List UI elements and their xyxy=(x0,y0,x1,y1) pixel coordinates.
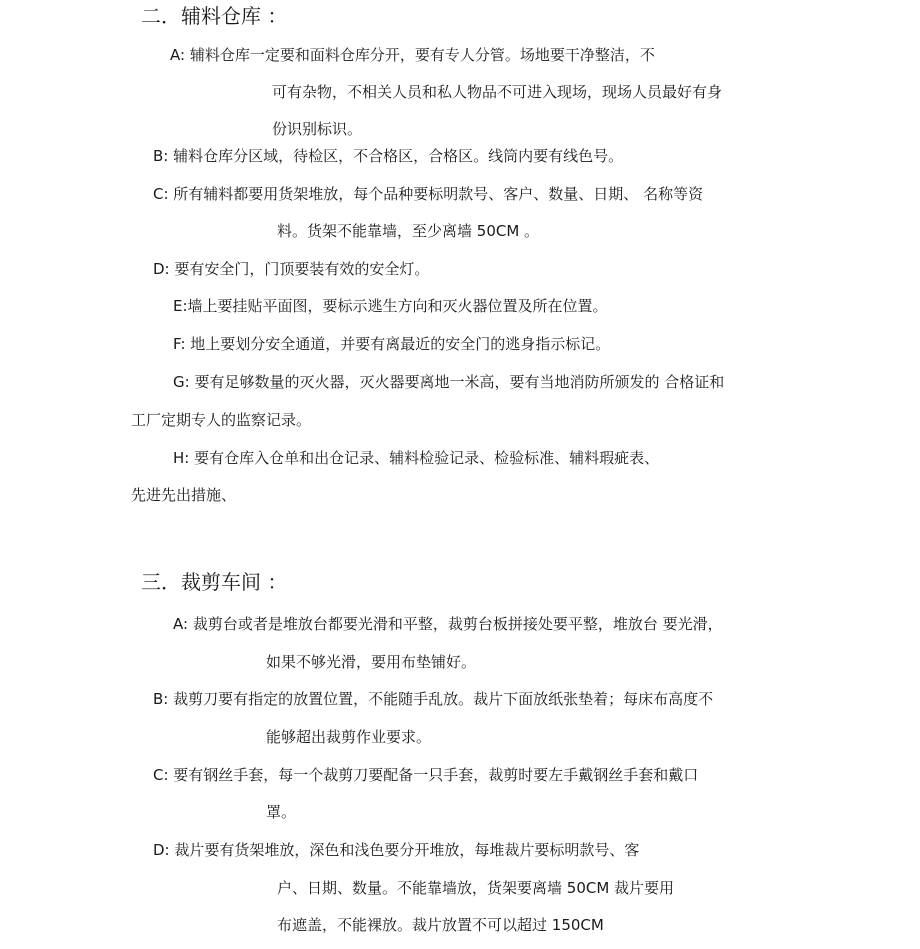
paragraph-line: 份识别标识。 xyxy=(272,120,363,138)
paragraph-line: D: 要有安全门，门顶要装有效的安全灯。 xyxy=(153,260,430,278)
paragraph-line: 可有杂物，不相关人员和私人物品不可进入现场，现场人员最好有身 xyxy=(272,83,723,101)
paragraph-line: F: 地上要划分安全通道，并要有离最近的安全门的逃身指示标记。 xyxy=(173,335,611,353)
paragraph-line: 罩。 xyxy=(266,803,297,821)
paragraph-line: 户、日期、数量。不能靠墙放，货架要离墙 50CM 裁片要用 xyxy=(277,879,675,897)
paragraph-line: 料。货架不能靠墙，至少离墙 50CM 。 xyxy=(277,222,540,240)
paragraph-line: 工厂定期专人的监察记录。 xyxy=(131,411,312,429)
paragraph-line: 如果不够光滑，要用布垫铺好。 xyxy=(266,653,477,671)
paragraph-line: D: 裁片要有货架堆放，深色和浅色要分开堆放，每堆裁片要标明款号、客 xyxy=(153,841,640,859)
section-heading-cutting-room: 三．裁剪车间 ： xyxy=(141,570,288,594)
paragraph-line: C: 所有辅料都要用货架堆放，每个品种要标明款号、客户、数量、日期、 名称等资 xyxy=(153,185,704,203)
paragraph-line: A: 裁剪台或者是堆放台都要光滑和平整，裁剪台板拼接处要平整，堆放台 要光滑， xyxy=(173,615,723,633)
paragraph-line: G: 要有足够数量的灭火器，灭火器要离地一米高，要有当地消防所颁发的 合格证和 xyxy=(173,373,725,391)
paragraph-line: A: 辅料仓库一定要和面料仓库分开，要有专人分管。场地要干净整洁，不 xyxy=(170,46,655,64)
paragraph-line: E:墙上要挂贴平面图，要标示逃生方向和灭火器位置及所在位置。 xyxy=(173,297,608,315)
section-heading-warehouse: 二．辅料仓库 ： xyxy=(141,4,288,28)
paragraph-line: 布遮盖，不能裸放。裁片放置不可以超过 150CM xyxy=(277,916,604,934)
paragraph-line: C: 要有钢丝手套，每一个裁剪刀要配备一只手套，裁剪时要左手戴钢丝手套和戴口 xyxy=(153,766,699,784)
paragraph-line: 先进先出措施、 xyxy=(131,486,237,504)
paragraph-line: B: 辅料仓库分区域，待检区，不合格区，合格区。线筒内要有线色号。 xyxy=(153,147,624,165)
paragraph-line: H: 要有仓库入仓单和出仓记录、辅料检验记录、检验标准、辅料瑕疵表、 xyxy=(173,449,660,467)
paragraph-line: 能够超出裁剪作业要求。 xyxy=(266,728,432,746)
paragraph-line: B: 裁剪刀要有指定的放置位置，不能随手乱放。裁片下面放纸张垫着；每床布高度不 xyxy=(153,690,714,708)
